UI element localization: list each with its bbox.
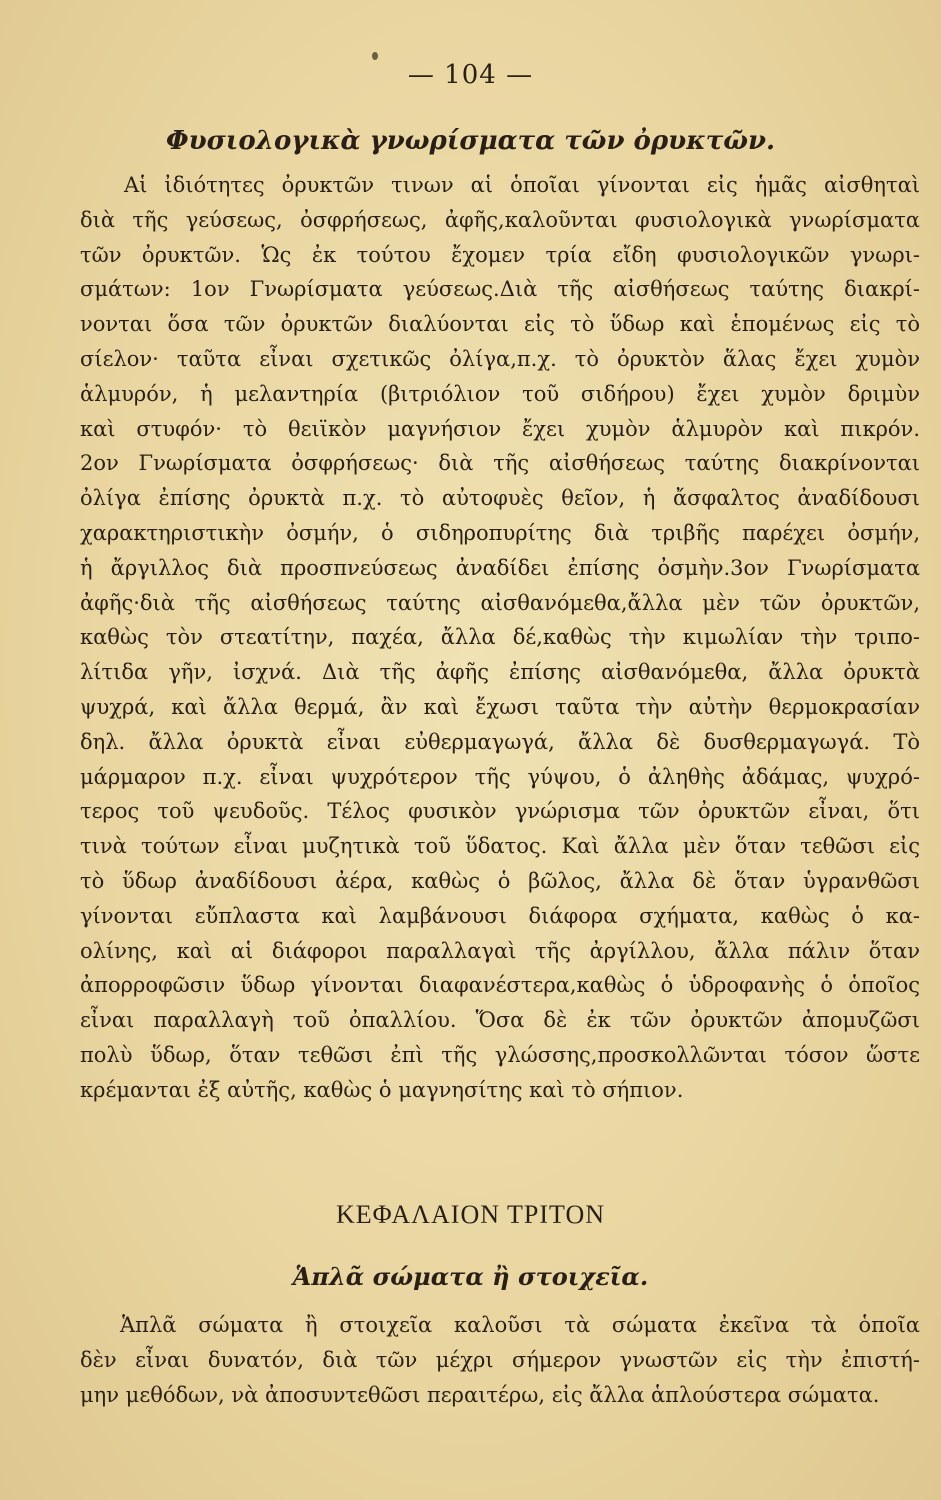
text-line: χαρακτηριστικὴν ὀσμήν, ὁ σιδηροπυρίτης διὰ τριβῆς παρέχει ὀσμήν,: [80, 520, 920, 545]
text-line: ἡ ἄργιλλος διὰ προσπνεύσεως ἀναδίδει ἐπίσης ὀσμὴν.3ον Γνωρίσματα: [80, 555, 920, 580]
chapter-heading: ΚΕΦΑΛΑΙΟΝ ΤΡΙΤΟΝ: [335, 1200, 606, 1229]
text-line: καθὼς τὸν στεατίτην, παχέα, ἄλλα δέ,καθὼς τὴν κιμωλίαν τὴν τριπο-: [80, 625, 920, 650]
text-line: τὸ ὕδωρ ἀναδίδουσι ἀέρα, καθὼς ὁ βῶλος, ἄλλα δὲ ὅταν ὑγρανθῶσι: [80, 868, 920, 893]
section-title-physiological-characteristics: Φυσιολογικὰ γνωρίσματα τῶν ὀρυκτῶν.: [165, 126, 776, 156]
text-line: τερος τοῦ ψευδοῦς. Τέλος φυσικὸν γνώρισμα τῶν ὀρυκτῶν εἶναι, ὅτι: [80, 799, 920, 824]
text-line: 2ον Γνωρίσματα ὀσφρήσεως· διὰ τῆς αἰσθήσεως ταύτης διακρίνονται: [80, 451, 920, 476]
text-line: Αἱ ἰδιότητες ὀρυκτῶν τινων αἱ ὁποῖαι γίνονται εἰς ἡμᾶς αἰσθηταὶ: [124, 173, 920, 197]
text-line: ὀλίγα ἐπίσης ὀρυκτὰ π.χ. τὸ αὐτοφυὲς θεῖον, ἡ ἄσφαλτος ἀναδίδουσι: [80, 486, 920, 511]
text-line: ἀπορροφῶσιν ὕδωρ γίνονται διαφανέστερα,καθὼς ὁ ὑδροφανὴς ὁ ὁποῖος: [80, 973, 920, 998]
section-body-simple-bodies: [80, 1308, 920, 1412]
text-line: διὰ τῆς γεύσεως, ὀσφρήσεως, ἀφῆς,καλοῦνται φυσιολογικὰ γνωρίσματα: [80, 207, 920, 232]
text-line: ολίνης, καὶ αἱ διάφοροι παραλλαγαὶ τῆς ἀργίλλου, ἄλλα πάλιν ὅταν: [80, 938, 920, 963]
text-line: νονται ὅσα τῶν ὀρυκτῶν διαλύονται εἰς τὸ ὕδωρ καὶ ἑπομένως εἰς τὸ: [80, 312, 920, 337]
text-line: μάρμαρον π.χ. εἶναι ψυχρότερον τῆς γύψου, ὁ ἀληθὴς ἀδάμας, ψυχρό-: [80, 764, 920, 789]
text-line: τινὰ τούτων εἶναι μυζητικὰ τοῦ ὕδατος. Καὶ ἄλλα μὲν ὅταν τεθῶσι εἰς: [80, 834, 920, 859]
section-title-simple-bodies: Ἁπλᾶ σώματα ἢ στοιχεῖα.: [292, 1262, 649, 1291]
text-line: τῶν ὀρυκτῶν. Ὡς ἐκ τούτου ἔχομεν τρία εἴδη φυσιολογικῶν γνωρι-: [80, 242, 920, 267]
text-line: γίνονται εὔπλαστα καὶ λαμβάνουσι διάφορα σχήματα, καθὼς ὁ κα-: [80, 903, 920, 928]
text-line: δὲν εἶναι δυνατόν, διὰ τῶν μέχρι σήμερον γνωστῶν εἰς τὴν ἐπιστή-: [80, 1347, 920, 1372]
page-number: — 104 —: [407, 60, 534, 90]
section-body-physiological-characteristics: [80, 168, 920, 1108]
text-line: δηλ. ἄλλα ὀρυκτὰ εἶναι εὐθερμαγωγά, ἄλλα δὲ δυσθερμαγωγά. Τὸ: [80, 729, 920, 754]
text-line: λίτιδα γῆν, ἰσχνά. Διὰ τῆς ἀφῆς ἐπίσης αἰσθανόμεθα, ἄλλα ὀρυκτὰ: [80, 660, 920, 685]
text-line: σίελον· ταῦτα εἶναι σχετικῶς ὀλίγα,π.χ. τὸ ὀρυκτὸν ἅλας ἔχει χυμὸν: [80, 346, 920, 371]
text-line: μην μεθόδων, νὰ ἀποσυντεθῶσι περαιτέρω, εἰς ἄλλα ἁπλούστερα σώματα.: [80, 1382, 880, 1407]
text-line: ψυχρά, καὶ ἄλλα θερμά, ἂν καὶ ἔχωσι ταῦτα τὴν αὐτὴν θερμοκρασίαν: [80, 694, 920, 719]
ink-spot: [372, 52, 378, 60]
text-line: ἁλμυρόν, ἡ μελαντηρία (βιτριόλιον τοῦ σιδήρου) ἔχει χυμὸν δριμὺν: [80, 381, 920, 406]
text-line: ἀφῆς·διὰ τῆς αἰσθήσεως ταύτης αἰσθανόμεθα,ἄλλα μὲν τῶν ὀρυκτῶν,: [80, 590, 920, 615]
text-line: Ἁπλᾶ σώματα ἢ στοιχεῖα καλοῦσι τὰ σώματα ἐκεῖνα τὰ ὁποῖα: [120, 1313, 920, 1337]
text-line: καὶ στυφόν· τὸ θειϊκὸν μαγνήσιον ἔχει χυμὸν ἁλμυρὸν καὶ πικρόν.: [80, 416, 920, 441]
text-line: πολὺ ὕδωρ, ὅταν τεθῶσι ἐπὶ τῆς γλώσσης,προσκολλῶνται τόσον ὥστε: [80, 1042, 920, 1067]
text-line: σμάτων: 1ον Γνωρίσματα γεύσεως.Διὰ τῆς αἰσθήσεως ταύτης διακρί-: [80, 277, 920, 302]
text-line: κρέμανται ἐξ αὐτῆς, καθὼς ὁ μαγνησίτης καὶ τὸ σήπιον.: [80, 1077, 684, 1102]
text-line: εἶναι παραλλαγὴ τοῦ ὀπαλλίου. Ὅσα δὲ ἐκ τῶν ὀρυκτῶν ἀπομυζῶσι: [80, 1008, 920, 1033]
